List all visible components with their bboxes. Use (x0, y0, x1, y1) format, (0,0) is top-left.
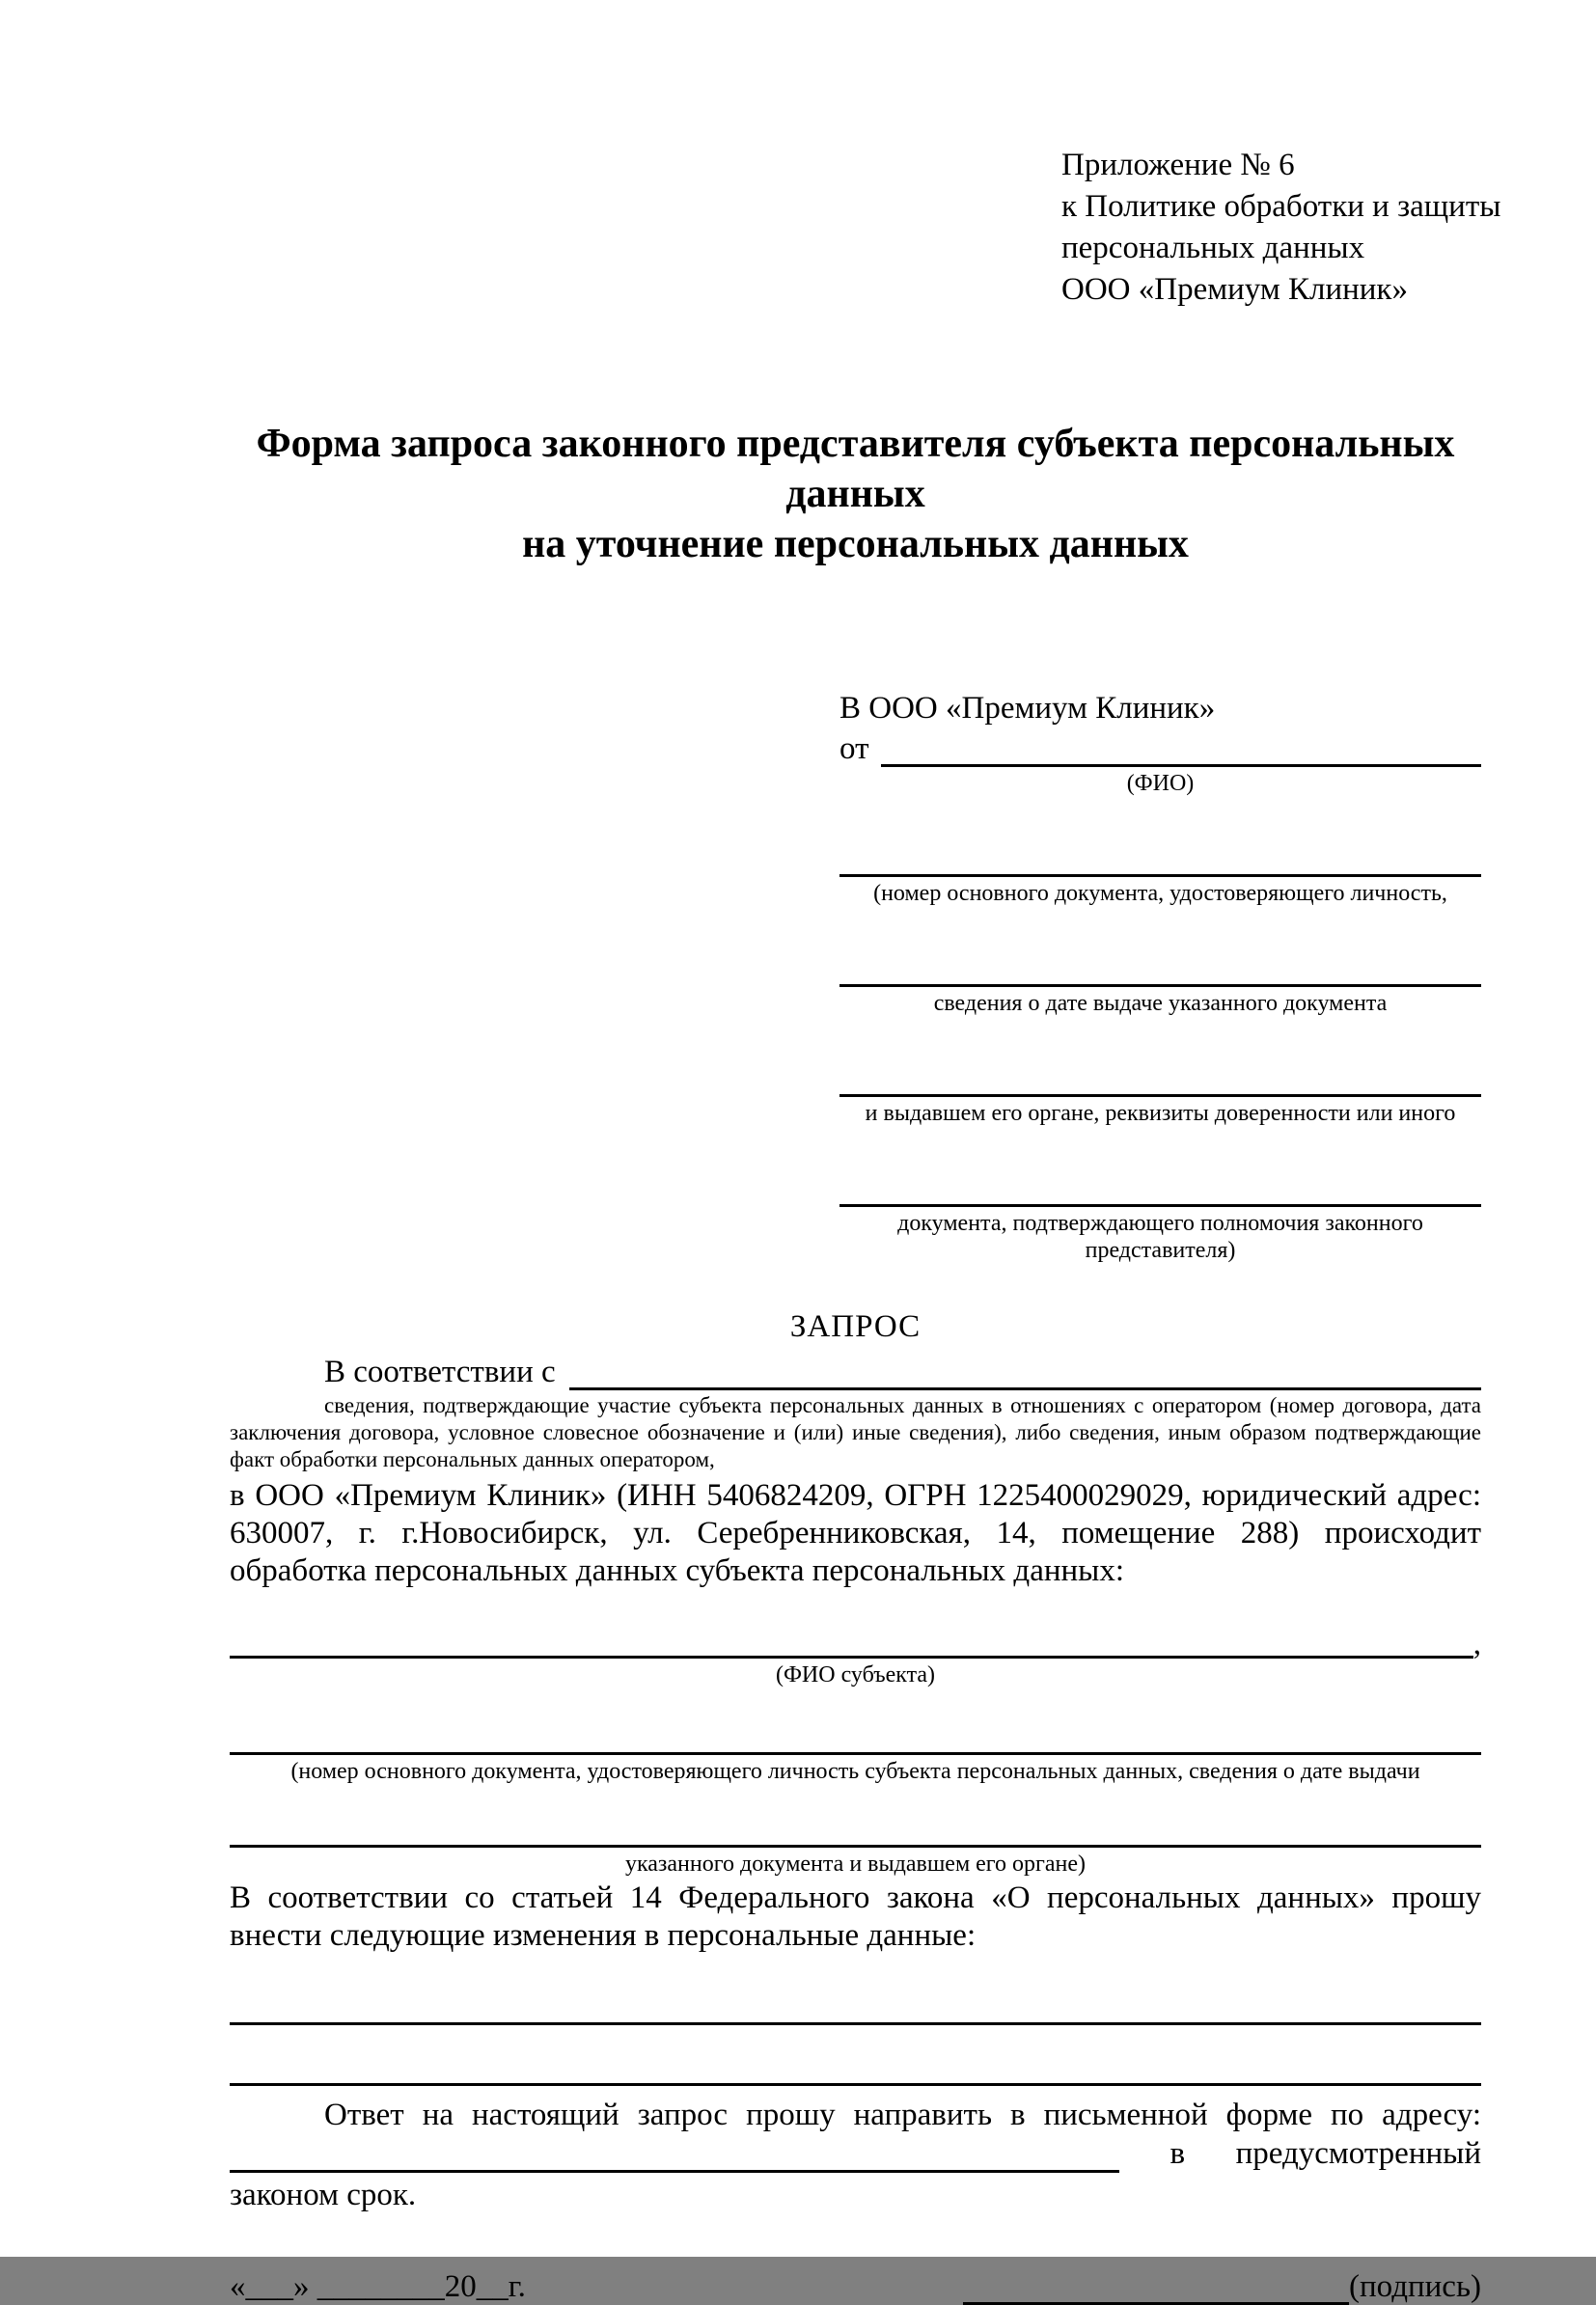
appendix-line-3: персональных данных (1061, 231, 1365, 265)
representative-fio-field-line[interactable] (881, 729, 1482, 767)
reply-tail: законом срок. (230, 2178, 417, 2213)
operator-paragraph: в ООО «Премиум Клиник» (ИНН 5406824209, ОГРН 1225400029029, юридический адрес: 630007, г. г.Новосибирск, ул. Серебренниковская, 14, помещение 288) происходит обработка персональных данных субъекта персональных данных: (230, 1478, 1481, 1589)
signature-group (963, 2267, 1481, 2305)
appendix-line-4: ООО «Премиум Клиник» (1061, 272, 1408, 307)
representative-doc-field-line-1[interactable] (839, 834, 1481, 877)
representative-fio-caption: (ФИО) (1126, 771, 1195, 796)
intro-row (230, 1351, 1481, 1390)
recipient-block (839, 687, 1481, 1264)
request-heading: ЗАПРОС (789, 1309, 922, 1344)
subject-doc-caption-1: (номер основного документа, удостоверяющего личность субъекта персональных данных, сведения о дате выдачи (290, 1759, 1420, 1785)
subject-fio-row (230, 1615, 1481, 1662)
subject-doc-caption-2: указанного документа и выдавшем его органе) (624, 1852, 1087, 1878)
representative-doc-caption-4: документа, подтверждающего полномочия законного представителя) (897, 1211, 1423, 1263)
appendix-block (1061, 145, 1501, 311)
representative-doc-caption-2: сведения о дате выдаче указанного документа (933, 991, 1388, 1016)
reply-address-row (230, 2134, 1481, 2173)
reply-address-field-line[interactable] (230, 2135, 1119, 2173)
changes-field-line-1[interactable] (230, 1982, 1481, 2025)
from-label: от (839, 730, 869, 766)
document-title-line-2: на уточнение персональных данных (522, 522, 1189, 566)
law-paragraph: В соответствии со статьей 14 Федерального закона «О персональных данных» прошу внести следующие изменения в персональные данные: (230, 1880, 1481, 1954)
subject-fio-field-line[interactable] (230, 1615, 1473, 1659)
trailing-comma: , (1472, 1627, 1481, 1662)
intro-caption: сведения, подтверждающие участие субъекта персональных данных в отношениях с оператором (номер договора, дата заключения договора, условное словесное обозначение и (или) иные сведения), либо сведения, иным образом подтверждающие факт обработки персональных данных оператором, (230, 1393, 1481, 1472)
signature-field-line[interactable] (963, 2267, 1349, 2305)
appendix-line-1: Приложение № 6 (1061, 148, 1295, 182)
from-row (839, 729, 1481, 767)
date-signature-row (230, 2267, 1481, 2305)
recipient-address: В ООО «Премиум Клиник» (839, 691, 1216, 726)
representative-doc-field-line-3[interactable] (839, 1054, 1481, 1097)
appendix-line-2: к Политике обработки и защиты (1061, 189, 1501, 224)
intro-prefix: В соответствии с (324, 1355, 556, 1389)
subject-doc-field-line-2[interactable] (230, 1804, 1481, 1848)
document-title (230, 419, 1481, 569)
subject-fio-caption: (ФИО субъекта) (775, 1662, 936, 1688)
relation-details-field-line[interactable] (569, 1351, 1481, 1390)
document-title-line-1: Форма запроса законного представителя субъекта персональных данных (256, 422, 1455, 516)
representative-doc-field-line-2[interactable] (839, 944, 1481, 987)
representative-doc-caption-1: (номер основного документа, удостоверяющего личность, (873, 881, 1447, 906)
reply-sentence: Ответ на настоящий запрос прошу направить в письменной форме по адресу: (324, 2098, 1481, 2133)
reply-word-2: предусмотренный (1235, 2136, 1481, 2172)
representative-doc-caption-3: и выдавшем его органе, реквизиты доверенности или иного (865, 1101, 1456, 1126)
date-field[interactable]: «___» ________20__г. (230, 2269, 526, 2304)
reply-word-1: в (1169, 2136, 1186, 2172)
subject-doc-field-line-1[interactable] (230, 1712, 1481, 1755)
changes-field-line-2[interactable] (230, 2043, 1481, 2086)
representative-doc-field-line-4[interactable] (839, 1164, 1481, 1207)
signature-caption: (подпись) (1349, 2269, 1481, 2304)
